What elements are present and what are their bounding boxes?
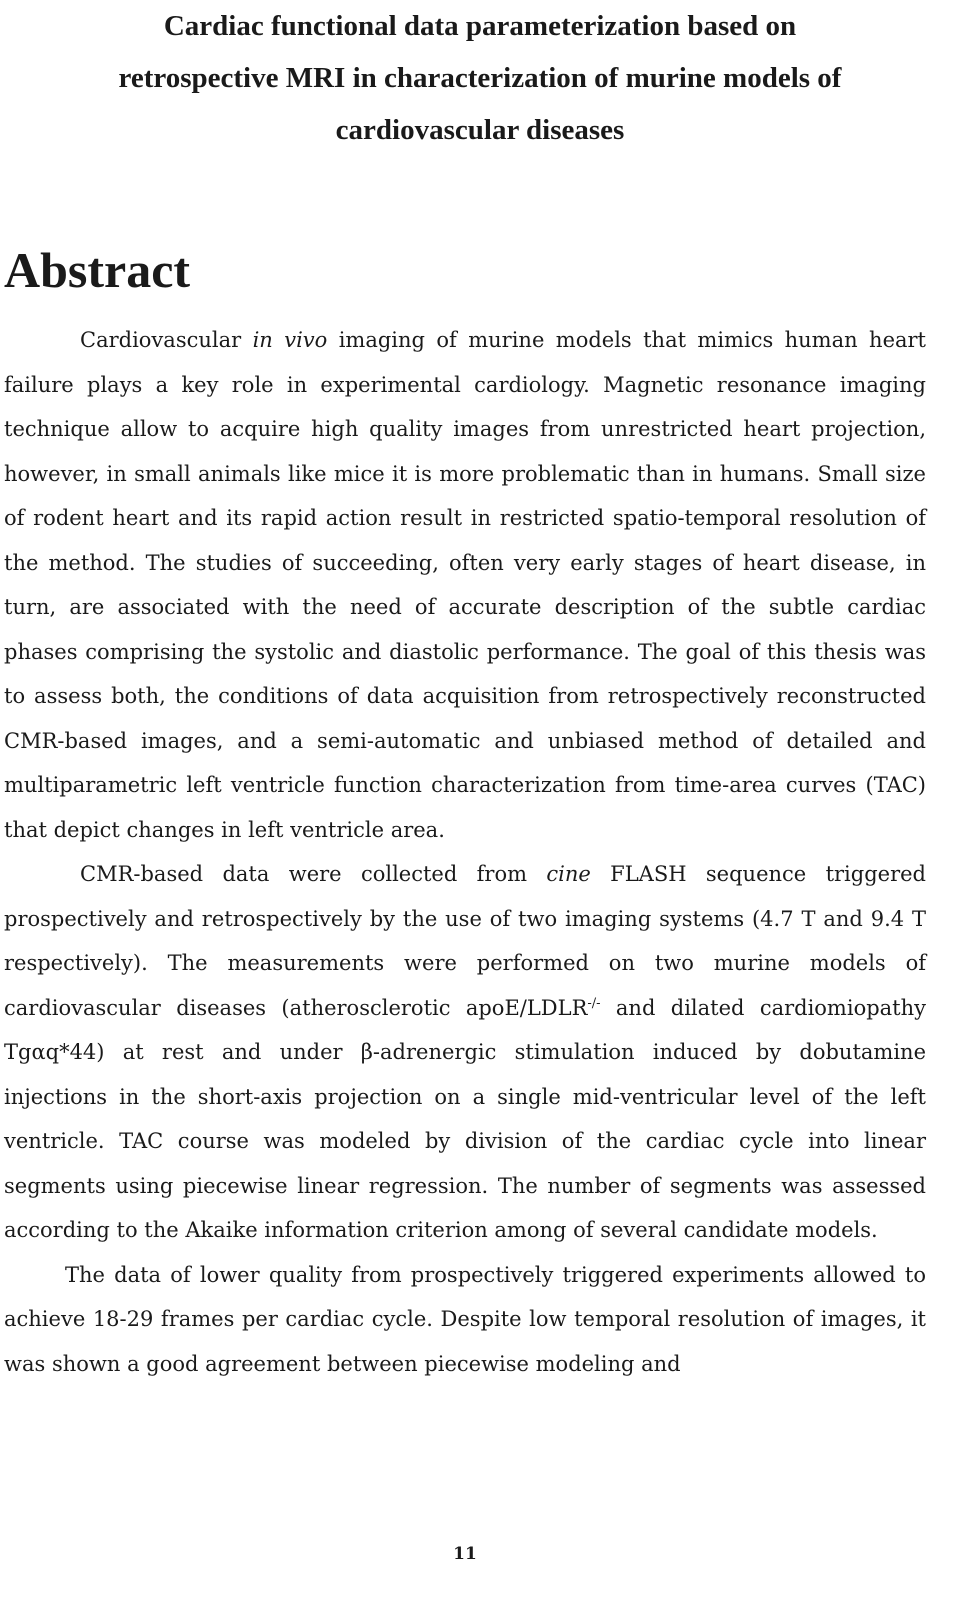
abstract-body [4, 318, 926, 1386]
paragraph-1-italic: in vivo [252, 328, 328, 352]
abstract-paragraph-3: The data of lower quality from prospectively triggered experiments allowed to achieve 18-29 frames per cardiac cycle. Despite low temporal resolution of images, it was shown a good agreement between piecewise modeling and [4, 1262, 926, 1376]
document-title [0, 0, 960, 156]
abstract-paragraph-1 [4, 318, 926, 852]
abstract-heading: Abstract [4, 242, 191, 298]
title-line-3: cardiovascular diseases [335, 114, 625, 146]
page-number: 11 [453, 1544, 477, 1564]
title-line-2: retrospective MRI in characterization of murine models of [118, 62, 842, 94]
abstract-paragraph-2 [4, 852, 926, 1253]
paragraph-2-superscript: -/- [587, 995, 601, 1011]
paragraph-1-text-a: Cardiovascular [80, 328, 253, 352]
paragraph-2-text-c: and dilated cardiomiopathy Tgαq*44) at rest and under β-adrenergic stimulation induced by dobutamine injections in the short-axis projection on a single mid-ventricular level of the left ventricle. TAC course was modeled by division of the cardiac cycle into linear segments using piecewise linear regression. The number of segments was assessed according to the Akaike information criterion among of several candidate models. [4, 995, 926, 1242]
paragraph-2-italic: cine [546, 862, 591, 886]
paragraph-2-text-a: CMR-based data were collected from [80, 862, 547, 886]
title-line-1: Cardiac functional data parameterization based on [163, 10, 797, 42]
paragraph-2-text-b: FLASH sequence triggered prospectively and retrospectively by the use of two imaging systems (4.7 T and 9.4 T respectively). The measurements were performed on two murine models of cardiovascular diseases (atherosclerotic apoE/LDLR [4, 862, 926, 1020]
paragraph-1-text-b: imaging of murine models that mimics human heart failure plays a key role in experimental cardiology. Magnetic resonance imaging technique allow to acquire high quality images from unrestricted heart projection, however, in small animals like mice it is more problematic than in humans. Small size of rodent heart and its rapid action result in restricted spatio-temporal resolution of the method. The studies of succeeding, often very early stages of heart disease, in turn, are associated with the need of accurate description of the subtle cardiac phases comprising the systolic and diastolic performance. The goal of this thesis was to assess both, the conditions of data acquisition from retrospectively reconstructed CMR-based images, and a semi-automatic and unbiased method of detailed and multiparametric left ventricle function characterization from time-area curves (TAC) that depict changes in left ventricle area. [4, 328, 926, 842]
